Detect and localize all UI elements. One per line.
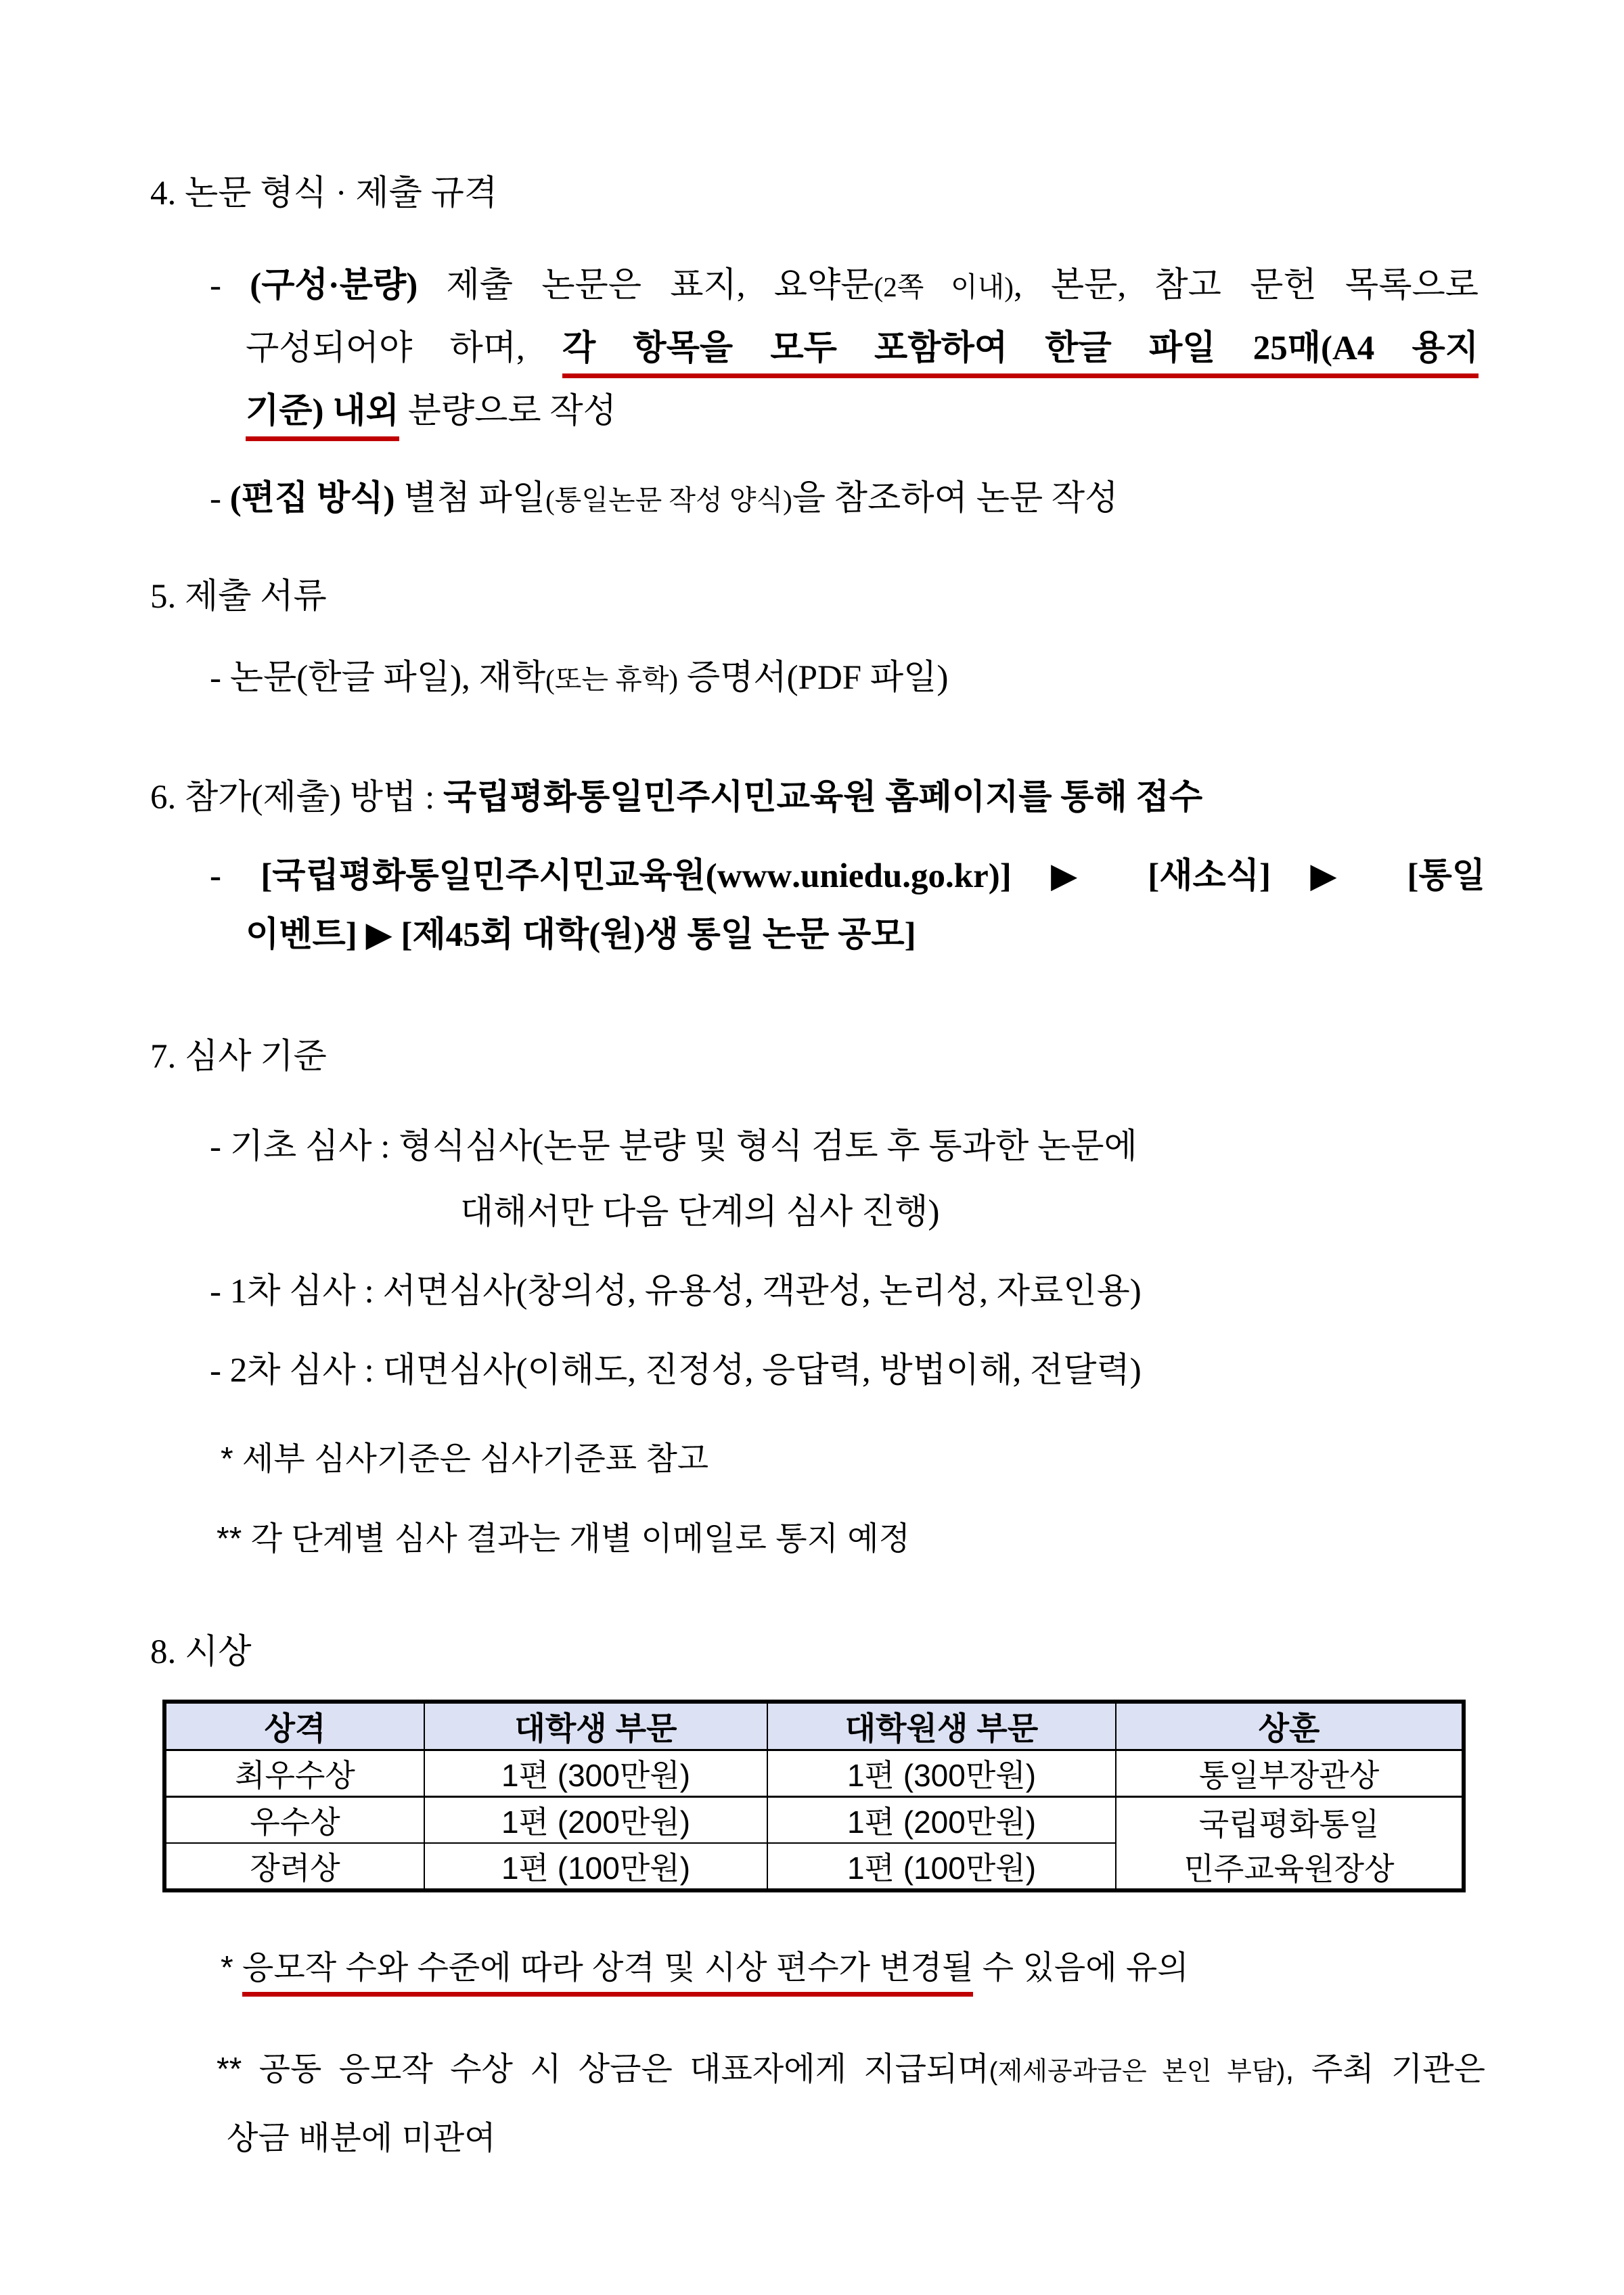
body-text: - 논문(한글 파일), 재학 [210, 659, 546, 697]
cell-undergrad-amount: 1편 (200만원) [424, 1797, 767, 1844]
section-8-note-2-line-1 [217, 2051, 1485, 2089]
note-text: ** 각 단계별 심사 결과는 개별 이메일로 통지 예정 [217, 1521, 911, 1557]
navigation-path-text: 이벤트] ▶ [제45회 대학(원)생 통일 논문 공모] [246, 916, 916, 954]
section-5-bullet-1 [210, 658, 948, 698]
body-text: - 기초 심사 : 형식심사(논문 분량 및 형식 검토 후 통과한 논문에 [210, 1128, 1137, 1166]
section-4-heading [150, 173, 497, 214]
paren-small-text: (2쪽 이내) [874, 271, 1014, 302]
awards-table [162, 1700, 1466, 1892]
section-4-bullet-1-line-1 [210, 265, 1479, 306]
section-7-note-2 [217, 1520, 910, 1559]
note-text: * 세부 심사기준은 심사기준표 참고 [221, 1441, 709, 1477]
note-text: , 주최 기관은 [1285, 2051, 1486, 2087]
body-text: - 2차 심사 : 대면심사(이해도, 진정성, 응답력, 방법이해, 전달력) [210, 1352, 1142, 1390]
table-row-excellence-prize [164, 1797, 1464, 1844]
honor-line-1: 국립평화통일 [1198, 1807, 1380, 1842]
body-text: 을 참조하여 논문 작성 [792, 480, 1119, 518]
emphasis-edit-method: (편집 방식) [229, 480, 395, 518]
merged-honor-lines [1116, 1800, 1462, 1886]
section-8-note-2-line-2 [227, 2120, 496, 2158]
table-row-grand-prize [164, 1750, 1464, 1797]
paren-small-text: (또는 휴학) [545, 664, 679, 695]
section-7-bullet-1-line-1 [210, 1127, 1137, 1167]
cell-grad-amount: 1편 (100만원) [767, 1843, 1116, 1890]
navigation-path-text: - [국립평화통일민주시민교육원(www.uniedu.go.kr)] ▶ [새소식] ▶ [통일 [210, 857, 1485, 895]
section-7-bullet-1-line-2 [460, 1192, 939, 1233]
bullet-dash: - [210, 480, 230, 518]
body-text: 제출 논문은 표지, 요약문 [418, 267, 874, 304]
section-7-note-1 [221, 1440, 708, 1479]
table-header-row [164, 1702, 1464, 1750]
body-text: 분량으로 작성 [399, 392, 616, 430]
red-underlined-emphasis: 각 항목을 모두 포함하여 한글 파일 25매(A4 용지 [562, 330, 1479, 378]
body-text: 대해서만 다음 단계의 심사 진행) [460, 1194, 940, 1231]
col-header-undergraduate: 대학생 부문 [424, 1702, 767, 1750]
col-header-prize-grade: 상격 [164, 1702, 424, 1750]
heading-text: 8. 시상 [150, 1633, 252, 1671]
cell-grad-amount: 1편 (300만원) [767, 1750, 1116, 1797]
cell-honor: 통일부장관상 [1116, 1750, 1464, 1797]
cell-undergrad-amount: 1편 (300만원) [424, 1750, 767, 1797]
heading-text: 6. 참가(제출) 방법 : [150, 779, 443, 817]
body-text: 별첨 파일 [394, 480, 546, 518]
honor-line-2: 민주교육원장상 [1183, 1851, 1395, 1886]
section-7-heading [150, 1037, 327, 1077]
note-text: 수 있음에 유의 [973, 1950, 1189, 1986]
cell-grad-amount: 1편 (200만원) [767, 1797, 1116, 1844]
emphasis-composition: (구성·분량) [250, 267, 418, 304]
note-asterisk: * [221, 1950, 243, 1986]
red-underlined-note: 응모작 수와 수준에 따라 상격 및 시상 편수가 변경될 [242, 1950, 973, 1997]
note-text: 상금 배분에 미관여 [227, 2120, 496, 2156]
col-header-honor: 상훈 [1116, 1702, 1464, 1750]
section-4-bullet-2 [210, 478, 1118, 519]
cell-prize-name: 장려상 [164, 1843, 424, 1890]
body-text: 구성되어야 하며, [246, 330, 562, 367]
body-text: , 본문, 참고 문헌 목록으로 [1013, 267, 1479, 304]
section-7-bullet-3 [210, 1350, 1142, 1391]
bullet-dash: - [210, 267, 250, 304]
body-text: - 1차 심사 : 서면심사(창의성, 유용성, 객관성, 논리성, 자료인용) [210, 1273, 1142, 1311]
emphasis-submission-site: 국립평화통일민주시민교육원 홈페이지를 통해 접수 [443, 779, 1203, 817]
section-4-bullet-1-line-3 [246, 391, 616, 432]
paren-small-text: (제세공과금은 본인 부담) [989, 2058, 1286, 2086]
note-text: ** 공동 응모작 수상 시 상금은 대표자에게 지급되며 [217, 2051, 989, 2087]
red-underlined-emphasis: 기준) 내외 [246, 392, 399, 441]
section-4-bullet-1-line-2 [246, 328, 1479, 369]
cell-prize-name: 최우수상 [164, 1750, 424, 1797]
body-text: 증명서(PDF 파일) [678, 659, 949, 697]
section-6-bullet-1-line-1 [210, 856, 1485, 896]
cell-prize-name: 우수상 [164, 1797, 424, 1844]
section-6-heading [150, 777, 1202, 818]
section-8-note-1 [221, 1949, 1189, 1988]
cell-honor-merged [1116, 1797, 1464, 1891]
heading-text: 4. 논문 형식 · 제출 규격 [150, 175, 498, 212]
paren-small-text: (통일논문 작성 양식) [545, 484, 792, 516]
section-6-bullet-1-line-2 [246, 915, 916, 955]
col-header-graduate: 대학원생 부문 [767, 1702, 1116, 1750]
section-5-heading [150, 576, 327, 617]
section-8-heading [150, 1632, 252, 1673]
cell-undergrad-amount: 1편 (100만원) [424, 1843, 767, 1890]
heading-text: 7. 심사 기준 [150, 1038, 327, 1076]
heading-text: 5. 제출 서류 [150, 578, 327, 616]
section-7-bullet-2 [210, 1271, 1142, 1312]
